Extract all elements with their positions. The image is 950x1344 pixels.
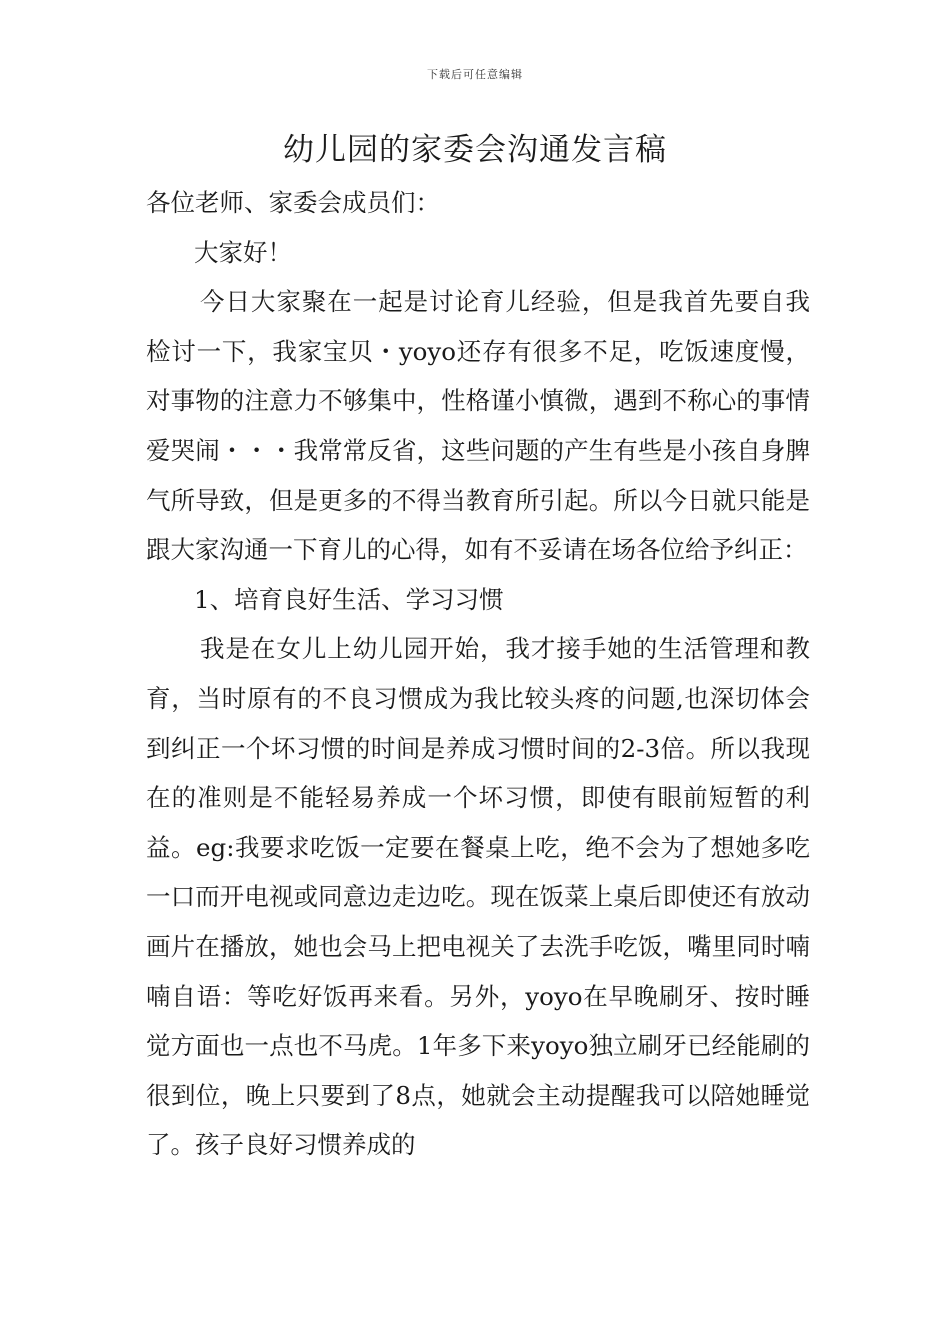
- greeting: 大家好！: [194, 237, 292, 267]
- document-body: [146, 178, 810, 1170]
- salutation: 各位老师、家委会成员们：: [146, 188, 440, 217]
- paragraph-intro: 今日大家聚在一起是讨论育儿经验，但是我首先要自我检讨一下，我家宝贝・yoyo还存有很多不足，吃饭速度慢，对事物的注意力不够集中，性格谨小慎微，遇到不称心的事情爱哭闹・・・我常常反省，这些问题的产生有些是小孩自身脾气所导致，但是更多的不得当教育所引起。所以今日就只能是跟大家沟通一下育儿的心得，如有不妥请在场各位给予纠正：: [146, 287, 810, 565]
- download-note: 下载后可任意编辑: [427, 68, 523, 81]
- paragraph-habits: 我是在女儿上幼儿园开始，我才接手她的生活管理和教育，当时原有的不良习惯成为我比较头疼的问题,也深切体会到纠正一个坏习惯的时间是养成习惯时间的2-3倍。所以我现在的准则是不能轻易养成一个坏习惯，即使有眼前短暂的利益。eg:我要求吃饭一定要在餐桌上吃，绝不会为了想她多吃一口而开电视或同意边走边吃。现在饭菜上桌后即使还有放动画片在播放，她也会马上把电视关了去洗手吃饭，嘴里同时喃喃自语：等吃好饭再来看。另外，yoyo在早晚刷牙、按时睡觉方面也一点也不马虎。1年多下来yoyo独立刷牙已经能刷的很到位，晚上只要到了8点，她就会主动提醒我可以陪她睡觉了。孩子良好习惯养成的: [146, 634, 810, 1160]
- section-heading-habits: 1、培育良好生活、学习习惯: [194, 584, 504, 614]
- document-title: 幼儿园的家委会沟通发言稿: [283, 132, 667, 168]
